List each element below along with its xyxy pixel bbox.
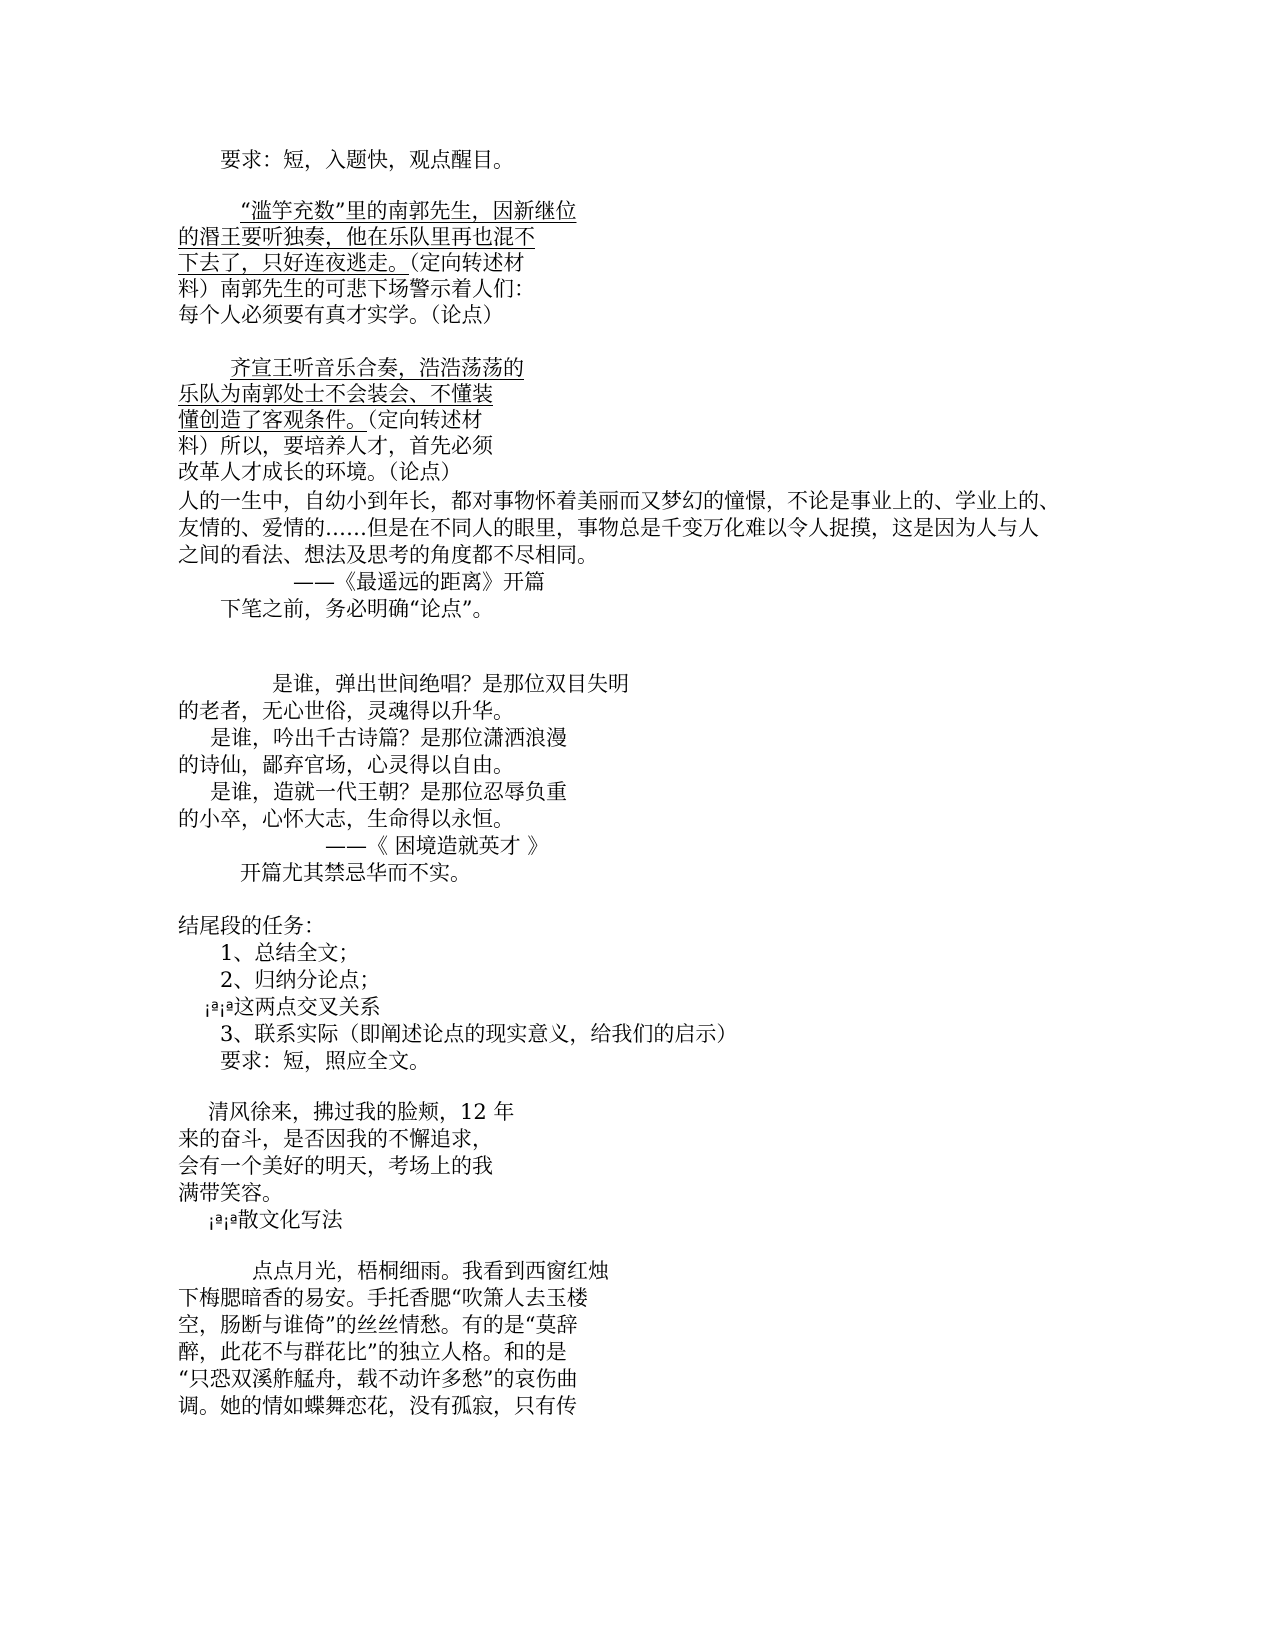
qixuan-line-3 xyxy=(178,406,483,434)
ending-relation-line xyxy=(204,993,381,1021)
moonlight-line-2: 下梅腮暗香的易安。手托香腮“吹箫人去玉楼 xyxy=(178,1286,588,1310)
breeze-style-note: 散文化写法 xyxy=(237,1208,343,1232)
nanguo-line-1: “滥竽充数”里的南郭先生，因新继位 xyxy=(240,199,577,223)
qixuan-line-4: 料）所以，要培养人才，首先必须 xyxy=(178,434,493,458)
adversity-line-6: 的小卒，心怀大志，生命得以永恒。 xyxy=(178,807,514,831)
adversity-source: ——《 困境造就英才 》 xyxy=(325,834,549,858)
ending-item-1: 1、总结全文； xyxy=(220,941,360,965)
distance-source: ——《最遥远的距离》开篇 xyxy=(293,570,545,594)
distance-note: 下笔之前，务必明确“论点”。 xyxy=(220,597,494,621)
ending-item-2: 2、归纳分论点； xyxy=(220,968,381,992)
ending-relation-note: 这两点交叉关系 xyxy=(233,995,381,1019)
qixuan-line-5: 改革人才成长的环境。（论点） xyxy=(178,460,462,484)
ending-heading: 结尾段的任务： xyxy=(178,914,325,938)
moonlight-line-4: 醉，此花不与群花比”的独立人格。和的是 xyxy=(178,1340,567,1364)
breeze-line-2: 来的奋斗，是否因我的不懈追求， xyxy=(178,1127,493,1151)
moonlight-line-3: 空，肠断与谁倚”的丝丝情愁。有的是“莫辞 xyxy=(178,1313,578,1337)
distance-line-1: 人的一生中，自幼小到年长，都对事物怀着美丽而又梦幻的憧憬，不论是事业上的、学业上的、 xyxy=(178,489,1060,513)
adversity-line-5: 是谁，造就一代王朝？是那位忍辱负重 xyxy=(210,780,567,804)
intro-requirement: 要求：短，入题快，观点醒目。 xyxy=(220,148,514,172)
qixuan-line-2: 乐队为南郭处士不会装会、不懂装 xyxy=(178,382,493,406)
ending-requirement: 要求：短，照应全文。 xyxy=(220,1049,430,1073)
nanguo-line-2: 的湣王要听独奏，他在乐队里再也混不 xyxy=(178,225,535,249)
adversity-line-3: 是谁，吟出千古诗篇？是那位潇洒浪漫 xyxy=(210,726,567,750)
ending-item-3: 3、联系实际（即阐述论点的现实意义，给我们的启示） xyxy=(220,1022,738,1046)
qixuan-line-3-tail: （定向转述材 xyxy=(367,408,483,432)
breeze-line-3: 会有一个美好的明天，考场上的我 xyxy=(178,1154,493,1178)
moonlight-line-6: 调。她的情如蝶舞恋花，没有孤寂，只有传 xyxy=(178,1394,577,1418)
breeze-style-line xyxy=(208,1206,343,1234)
moonlight-line-1: 点点月光，梧桐细雨。我看到西窗红烛 xyxy=(252,1259,609,1283)
nanguo-line-4: 料）南郭先生的可悲下场警示着人们： xyxy=(178,277,535,301)
nanguo-line-3-tail: （定向转述材 xyxy=(409,251,525,275)
qixuan-line-3-underlined: 懂创造了客观条件。 xyxy=(178,408,367,432)
adversity-line-4: 的诗仙，鄙弃官场，心灵得以自由。 xyxy=(178,753,514,777)
distance-line-3: 之间的看法、想法及思考的角度都不尽相同。 xyxy=(178,543,598,567)
qixuan-line-1: 齐宣王听音乐合奏，浩浩荡荡的 xyxy=(230,356,524,380)
dash-glyph-icon: ¡ª¡ª xyxy=(208,1212,238,1232)
nanguo-line-3 xyxy=(178,249,525,277)
breeze-line-1: 清风徐来，拂过我的脸颊，12 年 xyxy=(208,1100,515,1124)
adversity-line-1: 是谁，弹出世间绝唱？是那位双目失明 xyxy=(272,672,629,696)
moonlight-line-5: “只恐双溪舴艋舟，载不动许多愁”的哀伤曲 xyxy=(178,1367,578,1391)
breeze-line-4: 满带笑容。 xyxy=(178,1181,283,1205)
nanguo-line-5: 每个人必须要有真才实学。（论点） xyxy=(178,303,504,327)
adversity-line-2: 的老者，无心世俗，灵魂得以升华。 xyxy=(178,699,514,723)
adversity-note: 开篇尤其禁忌华而不实。 xyxy=(240,861,471,885)
nanguo-line-3-underlined: 下去了，只好连夜逃走。 xyxy=(178,251,409,275)
distance-line-2: 友情的、爱情的……但是在不同人的眼里，事物总是千变万化难以令人捉摸，这是因为人与人 xyxy=(178,516,1039,540)
dash-glyph-icon: ¡ª¡ª xyxy=(204,999,234,1019)
